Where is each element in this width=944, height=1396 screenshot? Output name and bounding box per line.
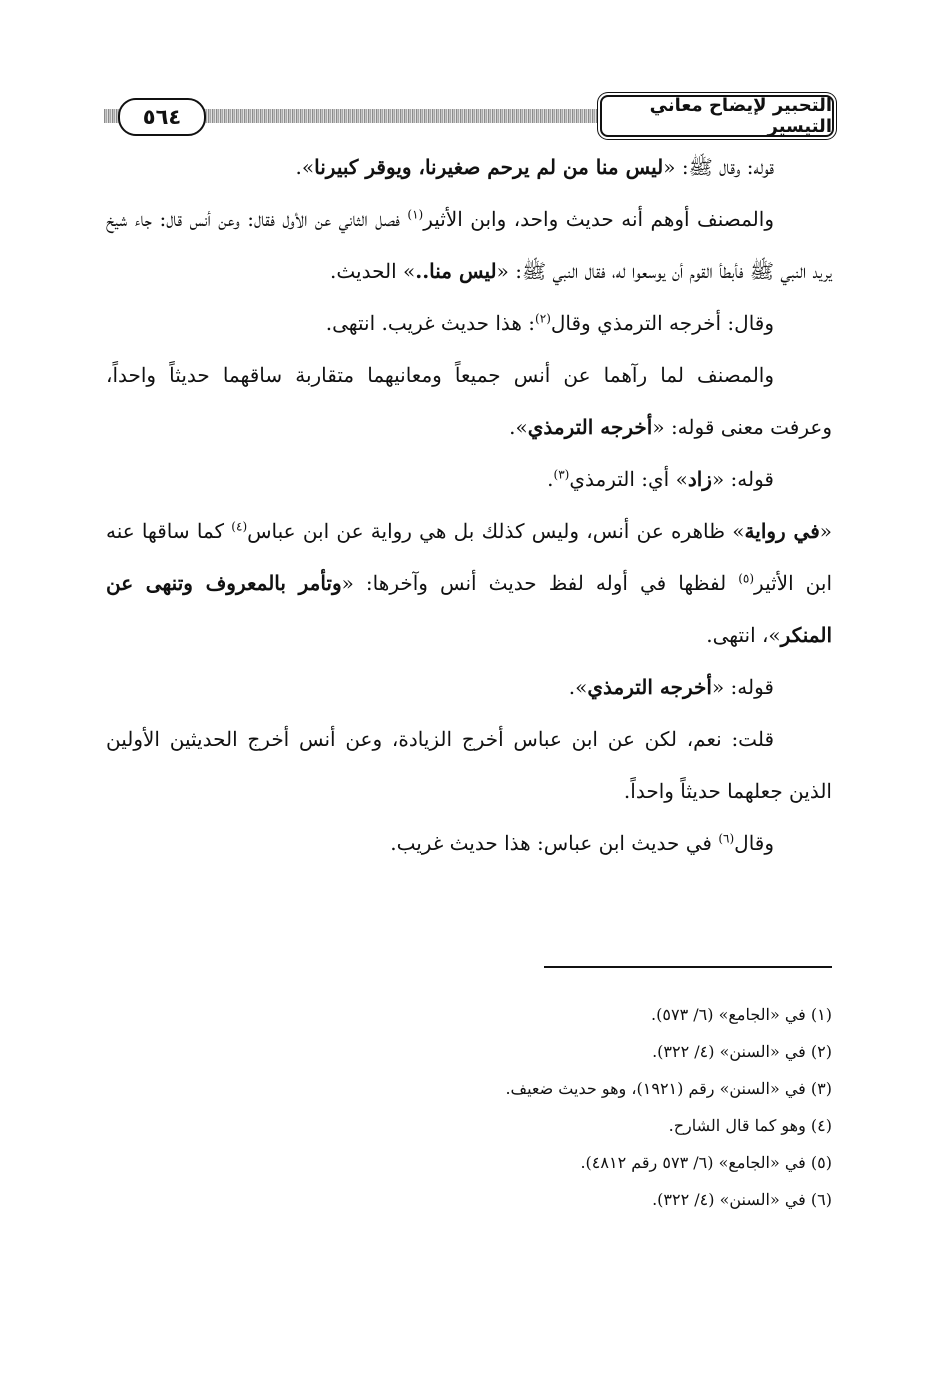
footnote-1: (١) في «الجامع» (٦/ ٥٧٣). [651, 1005, 832, 1024]
text-span: في حديث ابن عباس: هذا حديث غريب. [390, 831, 719, 855]
text-span: والمصنف لما رآهما عن أنس جميعاً ومعانيهما متقاربة ساقهما حديثاً واحداً، وعرفت معنى قوله: « [106, 363, 832, 439]
text-span: لفظها في أوله لفظ حديث أنس وآخرها: « [341, 571, 739, 595]
text-span: وقال [734, 831, 774, 855]
text-span: » الحديث. [330, 259, 416, 283]
paragraph-9 [106, 817, 832, 869]
paragraph-1 [106, 141, 832, 193]
footnote-6: (٦) في «السنن» (٤/ ٣٢٢). [652, 1190, 832, 1209]
footnote-3: (٣) في «السنن» رقم (١٩٢١)، وهو حديث ضعيف. [505, 1079, 832, 1098]
paragraph-4 [106, 349, 832, 453]
text-span: ». [295, 155, 315, 179]
text-span: قوله: « [711, 467, 774, 491]
footnotes [232, 996, 832, 1218]
paragraph-5 [106, 453, 832, 505]
paragraph-2 [106, 193, 832, 297]
hadith-quote: ليس منا من لم يرحم صغيرنا، ويوقر كبيرنا [314, 155, 664, 179]
text-span: والمصنف أوهم أنه حديث واحد، وابن الأثير [423, 207, 774, 231]
text-span: قوله: « [711, 675, 774, 699]
hadith-quote: وتأمر بالمعروف وتنهى عن المنكر [106, 571, 832, 647]
book-title: التحبير لإيضاح معاني التيسير [600, 95, 834, 137]
footnote-ref-6[interactable]: (٦) [718, 831, 735, 846]
footnote-ref-2[interactable]: (٢) [535, 311, 551, 326]
quoted-phrase: أخرجه الترمذي [587, 675, 712, 699]
text-span: ». [568, 675, 588, 699]
paragraph-7 [106, 661, 832, 713]
text-span: وقال: أخرجه الترمذي وقال [550, 311, 774, 335]
paragraph-8 [106, 713, 832, 817]
footnote-4: (٤) وهو كما قال الشارح. [668, 1116, 832, 1135]
footnote-ref-5[interactable]: (٥) [738, 571, 755, 586]
text-span: فصل الثاني عن الأول فقال: وعن أنس قال: جاء شيخ يريد النبي ﷺ فأبطأ القوم أن يوسعوا له، فقال النبي ﷺ: « [106, 207, 832, 283]
main-text [106, 141, 832, 869]
footnote-separator [544, 966, 832, 968]
quoted-phrase: أخرجه الترمذي [527, 415, 653, 439]
hadith-quote: ليس منا.. [415, 259, 497, 283]
text-span: : هذا حديث غريب. انتهى. [325, 311, 536, 335]
footnote-ref-4[interactable]: (٤) [231, 519, 248, 534]
text-span: قوله: وقال ﷺ: « [663, 155, 774, 179]
text-span: كما ساقها عنه ابن الأثير [106, 519, 833, 595]
text-span: » أي: الترمذي [569, 467, 688, 491]
page-header [104, 95, 834, 139]
quoted-phrase: في رواية [744, 519, 820, 543]
quoted-phrase: زاد [687, 467, 712, 491]
text-span: قلت: نعم، لكن عن ابن عباس أخرج الزيادة، وعن أنس أخرج الحديثين الأولين الذين جعلهما حديثاً واحداً. [106, 727, 832, 803]
paragraph-3 [106, 297, 832, 349]
footnote-5: (٥) في «الجامع» (٦/ ٥٧٣ رقم ٤٨١٢). [580, 1153, 832, 1172]
text-span: « [819, 519, 833, 543]
text-span: » ظاهره عن أنس، وليس كذلك بل هي رواية عن ابن عباس [247, 519, 745, 543]
page-number: ٥٦٤ [118, 98, 206, 136]
footnote-ref-1[interactable]: (١) [407, 207, 424, 222]
text-span: ». [509, 415, 528, 439]
footnote-ref-3[interactable]: (٣) [553, 467, 570, 482]
paragraph-6 [106, 505, 832, 661]
text-span: »، انتهى. [706, 623, 781, 647]
footnote-2: (٢) في «السنن» (٤/ ٣٢٢). [652, 1042, 832, 1061]
text-span: . [547, 467, 554, 491]
